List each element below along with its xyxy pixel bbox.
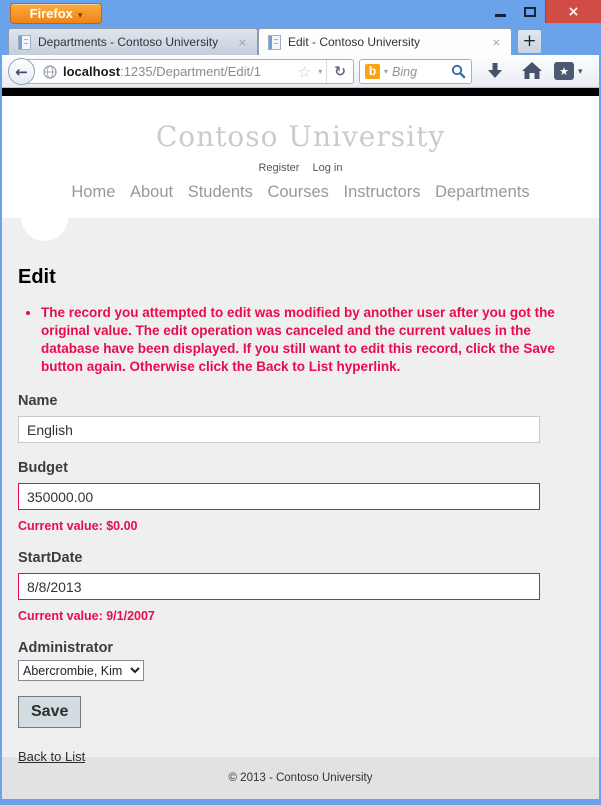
chevron-down-icon: ▾ [77, 11, 83, 21]
main-nav [2, 183, 599, 202]
nav-home[interactable]: Home [71, 183, 116, 201]
site-header [2, 96, 599, 218]
budget-label: Budget [18, 460, 68, 476]
administrator-label: Administrator [18, 640, 114, 656]
site-title: Contoso University [155, 120, 446, 153]
startdate-label: StartDate [18, 550, 83, 566]
nav-instructors[interactable]: Instructors [343, 183, 421, 201]
firefox-menu-label: Firefox [29, 6, 73, 21]
search-input[interactable] [392, 65, 451, 79]
budget-current-value: Current value: $0.00 [18, 519, 138, 533]
copyright-text: © 2013 - Contoso University [228, 772, 373, 784]
minimize-icon [495, 14, 506, 17]
page-top-divider [2, 88, 599, 96]
address-bar-icons [295, 60, 353, 83]
back-arrow-icon: ← [15, 62, 28, 81]
back-button[interactable] [8, 58, 35, 85]
tab-title: Departments - Contoso University [38, 35, 219, 49]
budget-input[interactable] [18, 483, 540, 510]
close-button[interactable] [545, 0, 601, 23]
save-button[interactable]: Save [18, 696, 81, 728]
page-body [2, 218, 599, 764]
administrator-select[interactable] [18, 660, 144, 681]
search-icon[interactable] [451, 64, 466, 79]
startdate-input[interactable] [18, 573, 540, 600]
downloads-icon[interactable] [485, 61, 505, 81]
star-icon: ★ [559, 65, 569, 78]
minimize-button[interactable] [485, 0, 515, 23]
url-path: :1235/Department/Edit/1 [120, 64, 261, 79]
account-links [2, 162, 599, 174]
address-bar[interactable] [21, 59, 354, 84]
close-icon: × [567, 3, 580, 20]
url-text [63, 64, 261, 79]
url-dropdown-icon[interactable]: ▾ [318, 67, 323, 76]
page-icon [18, 35, 31, 50]
page-icon [268, 35, 281, 50]
tab-departments[interactable] [8, 28, 258, 55]
search-box[interactable] [359, 59, 472, 84]
login-link[interactable]: Log in [312, 162, 343, 174]
page-viewport [2, 96, 599, 799]
search-engine-dropdown-icon[interactable]: ▾ [384, 67, 389, 76]
nav-courses[interactable]: Courses [267, 183, 329, 201]
nav-about[interactable]: About [130, 183, 174, 201]
page-title: Edit [18, 266, 56, 288]
tab-title: Edit - Contoso University [288, 35, 421, 49]
name-input[interactable] [18, 416, 540, 443]
register-link[interactable]: Register [258, 162, 300, 174]
refresh-icon[interactable]: ↻ [326, 60, 353, 83]
window-controls [485, 0, 601, 23]
back-to-list-link[interactable]: Back to List [18, 749, 86, 764]
new-tab-button[interactable]: + [517, 29, 542, 54]
validation-summary [18, 304, 566, 376]
home-icon[interactable] [521, 61, 543, 81]
navigation-toolbar [2, 55, 599, 88]
validation-message: • The record you attempted to edit was modified by another user after you got the original value. The edit operation was canceled and the current values in the database have been displayed. If you still want to edit this record, click the Save button again. Otherwise click the Back to List hyperlink. [41, 304, 566, 376]
maximize-icon [524, 7, 536, 17]
bookmarks-dropdown-icon[interactable]: ▾ [578, 67, 583, 77]
tab-bar [0, 27, 601, 55]
header-circle-ornament [21, 194, 68, 241]
firefox-menu-button[interactable] [10, 3, 102, 24]
globe-icon [43, 65, 57, 79]
tab-edit-active[interactable] [258, 28, 512, 55]
nav-students[interactable]: Students [187, 183, 253, 201]
url-host: localhost [63, 64, 121, 79]
startdate-current-value: Current value: 9/1/2007 [18, 609, 155, 623]
bing-logo-icon[interactable]: b [365, 64, 380, 79]
title-bar [0, 0, 601, 27]
bookmark-star-icon[interactable]: ☆ [297, 62, 312, 81]
tab-close-icon[interactable]: × [491, 35, 501, 49]
name-label: Name [18, 393, 58, 409]
tab-close-icon[interactable]: × [237, 35, 247, 49]
nav-departments[interactable]: Departments [435, 183, 530, 201]
maximize-button[interactable] [515, 0, 545, 23]
bookmarks-menu-button[interactable] [554, 62, 574, 80]
